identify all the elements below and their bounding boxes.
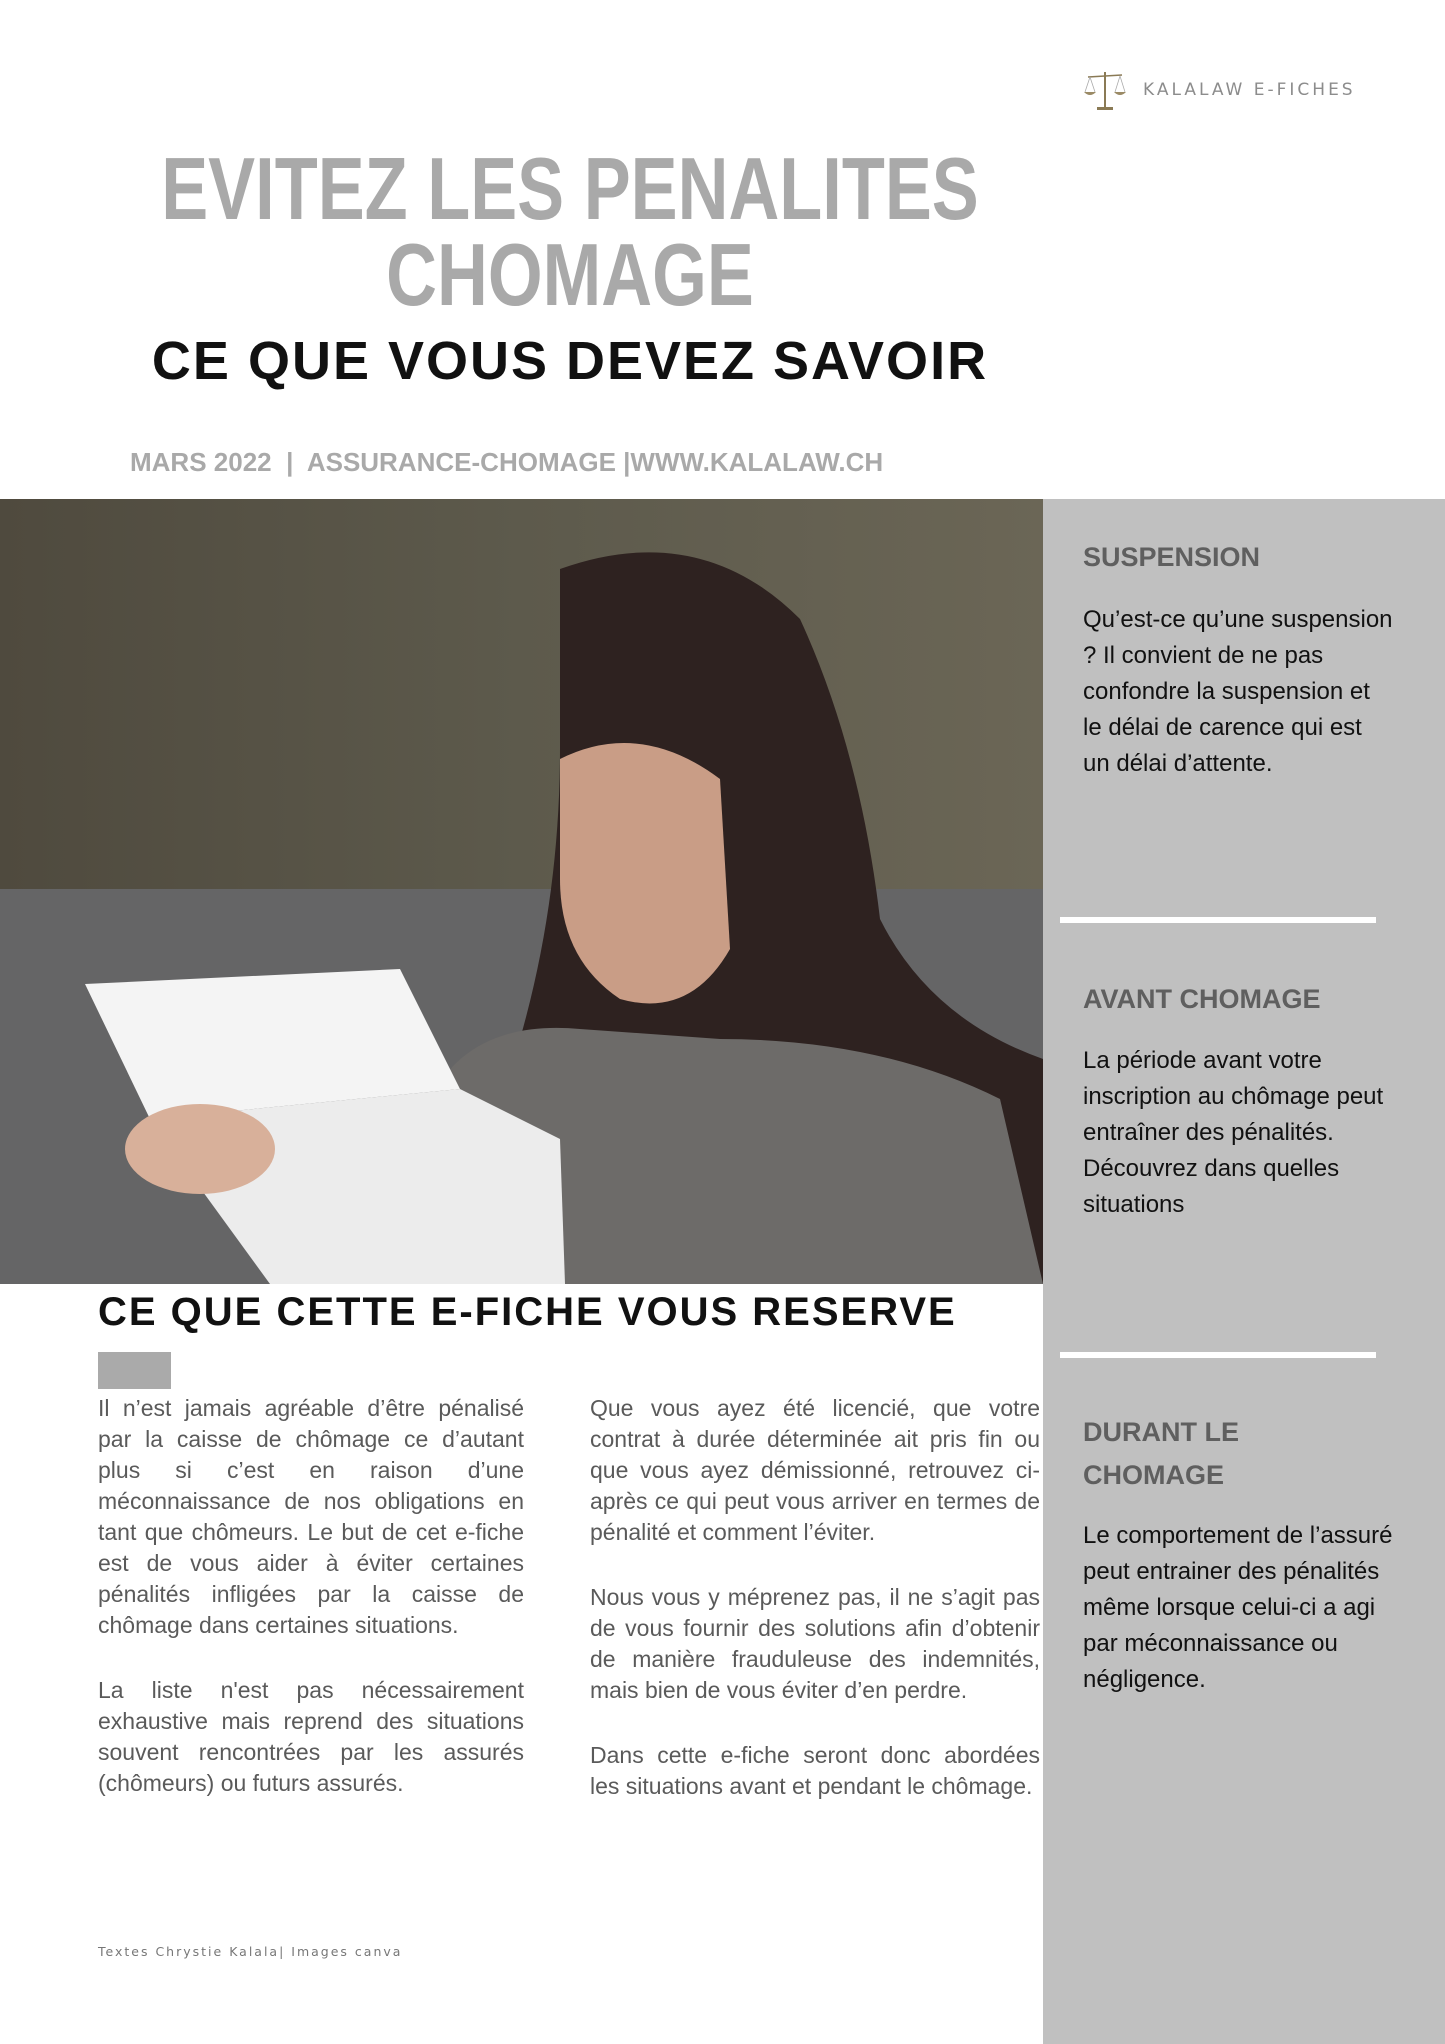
sidebar-text-durant: Le comportement de l’assuré peut entrainer des pénalités même lorsque celui-ci a agi par méconnaissance ou négligence. bbox=[1083, 1522, 1393, 1693]
sidebar-heading-avant: AVANT CHOMAGE bbox=[1083, 984, 1321, 1014]
sidebar-divider bbox=[1060, 1352, 1376, 1358]
sidebar-panel bbox=[1043, 499, 1445, 2044]
sidebar-heading-durant: DURANT LE CHOMAGE bbox=[1083, 1417, 1239, 1490]
title-line-1: EVITEZ LES PENALITES bbox=[161, 139, 979, 238]
hero-photo bbox=[0, 499, 1043, 1284]
paragraph: Il n’est jamais agréable d’être pénalisé par la caisse de chômage ce d’autant plus si c’est en raison d’une méconnaissance de nos obligations en tant que chômeurs. Le but de cet e-fiche est de vous aider à éviter certaines pénalités infligées par la caisse de chômage dans certaines situations. bbox=[98, 1395, 524, 1638]
page-subtitle: CE QUE VOUS DEVEZ SAVOIR bbox=[151, 331, 989, 391]
sidebar-text-avant: La période avant votre inscription au chômage peut entraîner des pénalités. Découvrez dans quelles situations bbox=[1083, 1047, 1384, 1218]
paragraph: Que vous ayez été licencié, que votre contrat à durée déterminée ait pris fin ou que vous ayez démissionné, retrouvez ci-après ce qui peut vous arriver en termes de pénalité et comment l’éviter. bbox=[590, 1395, 1040, 1545]
paragraph: Dans cette e-fiche seront donc abordées les situations avant et pendant le chômage. bbox=[590, 1742, 1040, 1799]
sidebar-text-suspension: Qu’est-ce qu’une suspension ? Il convient de ne pas confondre la suspension et le délai de carence qui est un délai d’attente. bbox=[1083, 606, 1393, 777]
page-title bbox=[0, 139, 1140, 324]
section-heading: CE QUE CETTE E-FICHE VOUS RESERVE bbox=[98, 1290, 957, 1334]
brand-name: KALALAW E-FICHES bbox=[1143, 80, 1356, 100]
paragraph: La liste n'est pas nécessairement exhaustive mais reprend des situations souvent rencontrées par les assurés (chômeurs) ou futurs assurés. bbox=[98, 1677, 524, 1796]
sidebar-divider bbox=[1060, 917, 1376, 923]
paragraph: Nous vous y méprenez pas, il ne s’agit pas de vous fournir des solutions afin d’obtenir de manière frauduleuse des indemnités, mais bien de vous éviter d’en perdre. bbox=[590, 1584, 1040, 1703]
left-column bbox=[98, 1393, 524, 1833]
title-line-2: CHOMAGE bbox=[386, 225, 754, 324]
right-column bbox=[590, 1393, 1040, 1836]
sidebar-heading-suspension: SUSPENSION bbox=[1083, 542, 1261, 572]
brand-logo bbox=[1083, 68, 1356, 112]
decorative-block bbox=[98, 1352, 171, 1389]
scales-of-justice-icon bbox=[1083, 68, 1127, 112]
meta-line: MARS 2022 | ASSURANCE-CHOMAGE |WWW.KALALAW.CH bbox=[130, 447, 884, 477]
footer-credits: Textes Chrystie Kalala| Images canva bbox=[98, 1944, 403, 1959]
